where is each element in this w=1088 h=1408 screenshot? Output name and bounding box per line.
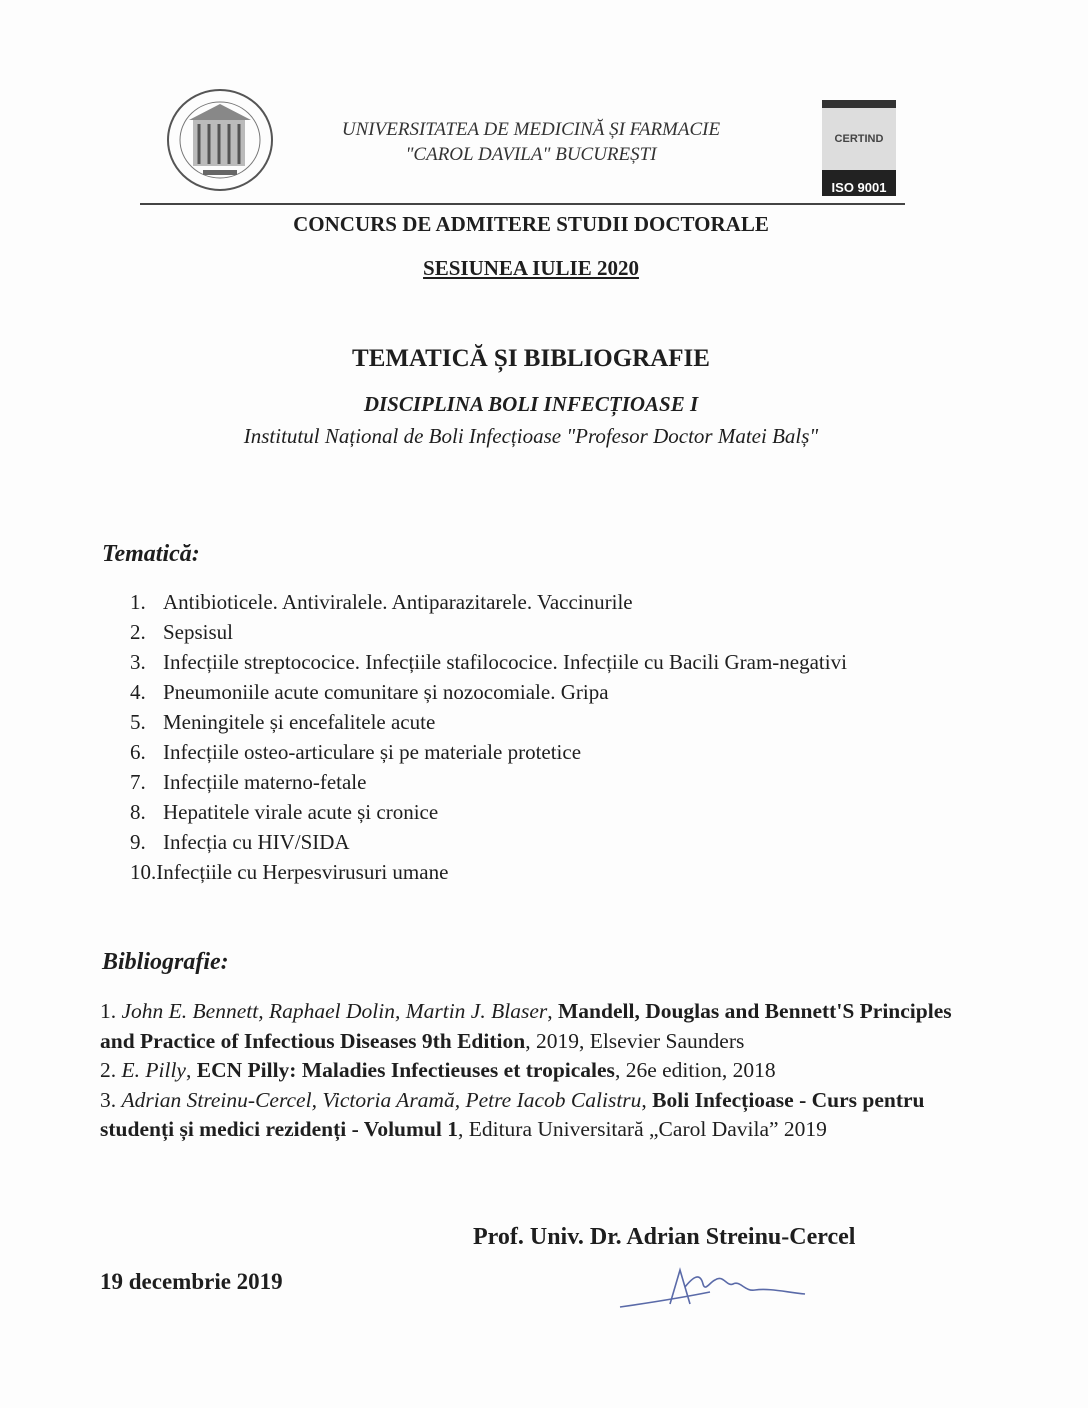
institute-name: Institutul Național de Boli Infecțioase "Profesor Doctor Matei Balș" [243,424,819,448]
item-number: 8. [130,800,146,824]
document-date: 19 decembrie 2019 [100,1269,283,1294]
item-number: 5. [130,710,146,734]
contest-title: CONCURS DE ADMITERE STUDII DOCTORALE [293,212,769,236]
university-name [0,117,1062,167]
list-item [130,767,847,797]
bibliography-entry: 3. Adrian Streinu-Cercel, Victoria Aramă, Petre Iacob Calistru, Boli Infecțioase - Curs pentru studenți și medici rezidenți - Volumul 1, Editura Universitară „Carol Davila” 2019 [100,1087,925,1141]
item-number: 10. [130,860,157,884]
list-item [130,617,847,647]
handwritten-signature [615,1262,815,1322]
item-number: 2. [130,620,146,644]
list-item [130,677,847,707]
discipline-title: DISCIPLINA BOLI INFECȚIOASE I [363,392,699,416]
entry-details: , Editura Universitară „Carol Davila” 2019 [457,1117,827,1141]
item-text: Hepatitele virale acute și cronice [163,800,439,824]
list-item [130,737,847,767]
entry-title: ECN Pilly: Maladies Infectieuses et tropicales [196,1058,615,1082]
item-text: Infecțiile osteo-articulare și pe materiale protetice [163,740,582,764]
list-item [130,647,847,677]
item-number: 9. [130,830,146,854]
list-item [130,797,847,827]
entry-authors: Adrian Streinu-Cercel, Victoria Aramă, Petre Iacob Calistru [121,1087,642,1112]
main-title: TEMATICĂ ȘI BIBLIOGRAFIE [352,345,710,372]
entry-title: Mandell, Douglas and Bennett'S Principles and Practice of Infectious Diseases 9th Edition [100,999,952,1053]
bibliografie-heading: Bibliografie: [102,949,229,975]
item-text: Antibioticele. Antiviralele. Antiparazitarele. Vaccinurile [163,590,633,614]
signatory-name: Prof. Univ. Dr. Adrian Streinu-Cercel [473,1224,856,1250]
entry-authors: John E. Bennett, Raphael Dolin, Martin J. Blaser [121,999,548,1023]
iso-certification-logo [822,100,896,196]
list-item [130,587,847,617]
item-text: Infecțiile streptococice. Infecțiile stafilococice. Infecțiile cu Bacili Gram-negativi [163,650,847,674]
item-text: Pneumoniile acute comunitare și nozocomiale. Gripa [163,680,609,704]
item-number: 7. [130,770,146,794]
header-divider [140,203,905,205]
item-number: 1. [130,590,146,614]
session-title: SESIUNEA IULIE 2020 [423,256,639,280]
tematica-list [130,587,847,887]
entry-authors: E. Pilly [121,1058,186,1082]
list-item [130,857,847,887]
item-text: Sepsisul [163,620,234,644]
list-item [130,707,847,737]
item-number: 6. [130,740,146,764]
entry-details: , 2019, Elsevier Saunders [525,1028,745,1053]
bibliography-list [100,997,980,1145]
tematica-heading: Tematică: [102,541,200,567]
item-text: Infecția cu HIV/SIDA [163,830,350,854]
item-text: Infecțiile materno-fetale [163,770,367,794]
university-line-2: "CAROL DAVILA" BUCUREȘTI [405,144,657,165]
entry-number: 1. [100,999,117,1023]
item-number: 3. [130,650,146,674]
bibliography-entry: 1. John E. Bennett, Raphael Dolin, Martin J. Blaser, Mandell, Douglas and Bennett'S Principles and Practice of Infectious Diseases 9th Edition, 2019, Elsevier Saunders [100,999,952,1053]
entry-details: , 26e edition, 2018 [614,1058,776,1082]
item-text: Infecțiile cu Herpesvirusuri umane [156,860,449,884]
iso-label: ISO 9001 [822,170,896,196]
list-item [130,827,847,857]
bibliography-entry: 2. E. Pilly, ECN Pilly: Maladies Infectieuses et tropicales, 26e edition, 2018 [100,1058,776,1082]
entry-title: Boli Infecțioase - Curs pentru studenți și medici rezidenți - Volumul 1 [100,1087,925,1141]
university-line-1: UNIVERSITATEA DE MEDICINĂ ȘI FARMACIE [341,119,721,140]
item-number: 4. [130,680,146,704]
entry-number: 3. [100,1087,117,1112]
certind-label: CERTIND [822,108,896,170]
item-text: Meningitele și encefalitele acute [163,710,436,734]
entry-number: 2. [100,1058,117,1082]
